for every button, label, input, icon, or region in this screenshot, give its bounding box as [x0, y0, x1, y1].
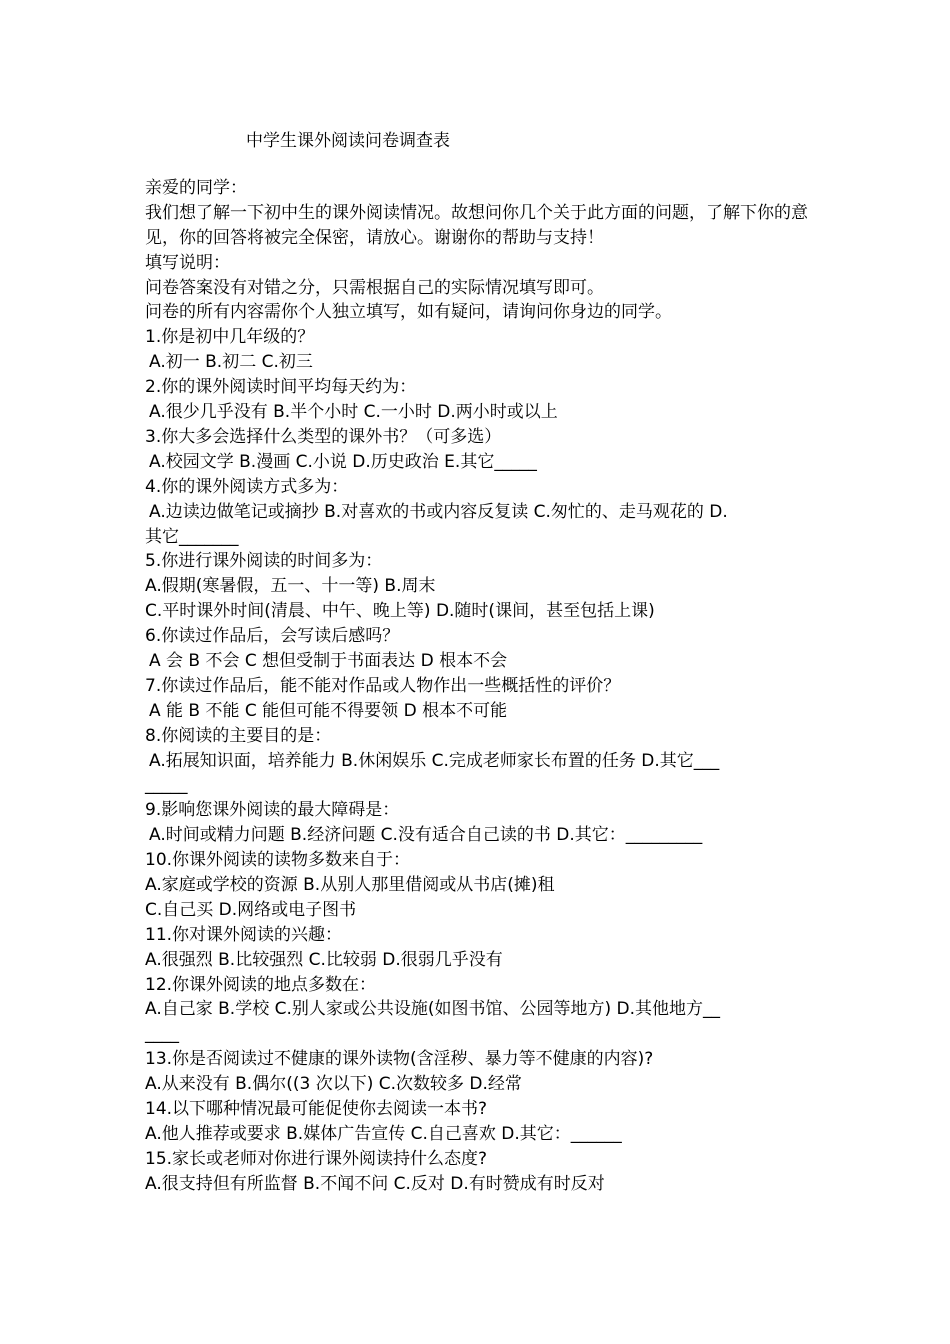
question-text: 3.你大多会选择什么类型的课外书？（可多选） — [145, 426, 502, 447]
question-options: A.假期(寒暑假，五一、十一等) B.周末 — [145, 576, 436, 597]
greeting: 亲爱的同学： — [145, 178, 247, 198]
question-options: A.很支持但有所监督 B.不闻不问 C.反对 D.有时赞成有时反对 — [145, 1173, 605, 1194]
question-text: 10.你课外阅读的读物多数来自于： — [145, 850, 411, 871]
question-options: A.自己家 B.学校 C.别人家或公共设施(如图书馆、公园等地方) D.其他地方__ — [145, 999, 721, 1020]
question-options: A.家庭或学校的资源 B.从别人那里借阅或从书店(摊)租 — [145, 874, 555, 895]
question-options: A.很强烈 B.比较强烈 C.比较弱 D.很弱几乎没有 — [145, 949, 503, 970]
instruction-line: 问卷的所有内容需你个人独立填写，如有疑问，请询问你身边的同学。 — [145, 302, 672, 323]
question-options: C.自己买 D.网络或电子图书 — [145, 899, 357, 920]
question-options: A.时间或精力问题 B.经济问题 C.没有适合自己读的书 D.其它：_________ — [149, 825, 703, 846]
instruction-line: 问卷答案没有对错之分，只需根据自己的实际情况填写即可。 — [145, 277, 604, 298]
document-title: 中学生课外阅读问卷调查表 — [246, 131, 450, 151]
question-text: 15.家长或老师对你进行课外阅读持什么态度? — [145, 1148, 488, 1169]
question-text: 12.你课外阅读的地点多数在： — [145, 974, 377, 995]
question-options: A.很少几乎没有 B.半个小时 C.一小时 D.两小时或以上 — [149, 402, 558, 423]
question-text: 8.你阅读的主要目的是： — [145, 725, 332, 746]
question-options: A.拓展知识面，培养能力 B.休闲娱乐 C.完成老师家长布置的任务 D.其它___ — [149, 750, 720, 771]
question-text: 2.你的课外阅读时间平均每天约为： — [145, 377, 417, 398]
question-options: A 能 B 不能 C 能但可能不得要领 D 根本不可能 — [149, 700, 508, 721]
intro-paragraph: 我们想了解一下初中生的课外阅读情况。故想问你几个关于此方面的问题，了解下你的意见，你的回答将被完全保密，请放心。谢谢你的帮助与支持！ — [145, 202, 808, 248]
question-text: 14.以下哪种情况最可能促使你去阅读一本书? — [145, 1098, 488, 1119]
document-body — [145, 176, 810, 1197]
question-options: A.校园文学 B.漫画 C.小说 D.历史政治 E.其它_____ — [149, 451, 537, 472]
question-text: 6.你读过作品后，会写读后感吗？ — [145, 626, 400, 647]
question-options: A.从来没有 B.偶尔((3 次以下) C.次数较多 D.经常 — [145, 1074, 522, 1095]
question-options: ____ — [145, 1024, 179, 1045]
question-text: 11.你对课外阅读的兴趣： — [145, 924, 343, 945]
question-text: 9.影响您课外阅读的最大障碍是： — [145, 800, 400, 821]
instructions-heading: 填写说明： — [145, 252, 230, 273]
question-options: A 会 B 不会 C 想但受制于书面表达 D 根本不会 — [149, 650, 508, 671]
question-options: A.初一 B.初二 C.初三 — [149, 352, 313, 373]
question-options: 其它_______ — [145, 526, 239, 547]
question-text: 4.你的课外阅读方式多为： — [145, 476, 349, 497]
question-text: 5.你进行课外阅读的时间多为： — [145, 551, 383, 572]
question-text: 1.你是初中几年级的？ — [145, 327, 315, 348]
question-text: 13.你是否阅读过不健康的课外读物(含淫秽、暴力等不健康的内容)? — [145, 1049, 654, 1070]
question-options: A.他人推荐或要求 B.媒体广告宣传 C.自己喜欢 D.其它：______ — [145, 1123, 622, 1144]
question-options: A.边读边做笔记或摘抄 B.对喜欢的书或内容反复读 C.匆忙的、走马观花的 D. — [149, 501, 728, 522]
question-options: _____ — [145, 775, 188, 796]
question-options: C.平时课外时间(清晨、中午、晚上等) D.随时(课间，甚至包括上课) — [145, 601, 655, 622]
question-text: 7.你读过作品后，能不能对作品或人物作出一些概括性的评价？ — [145, 675, 621, 696]
